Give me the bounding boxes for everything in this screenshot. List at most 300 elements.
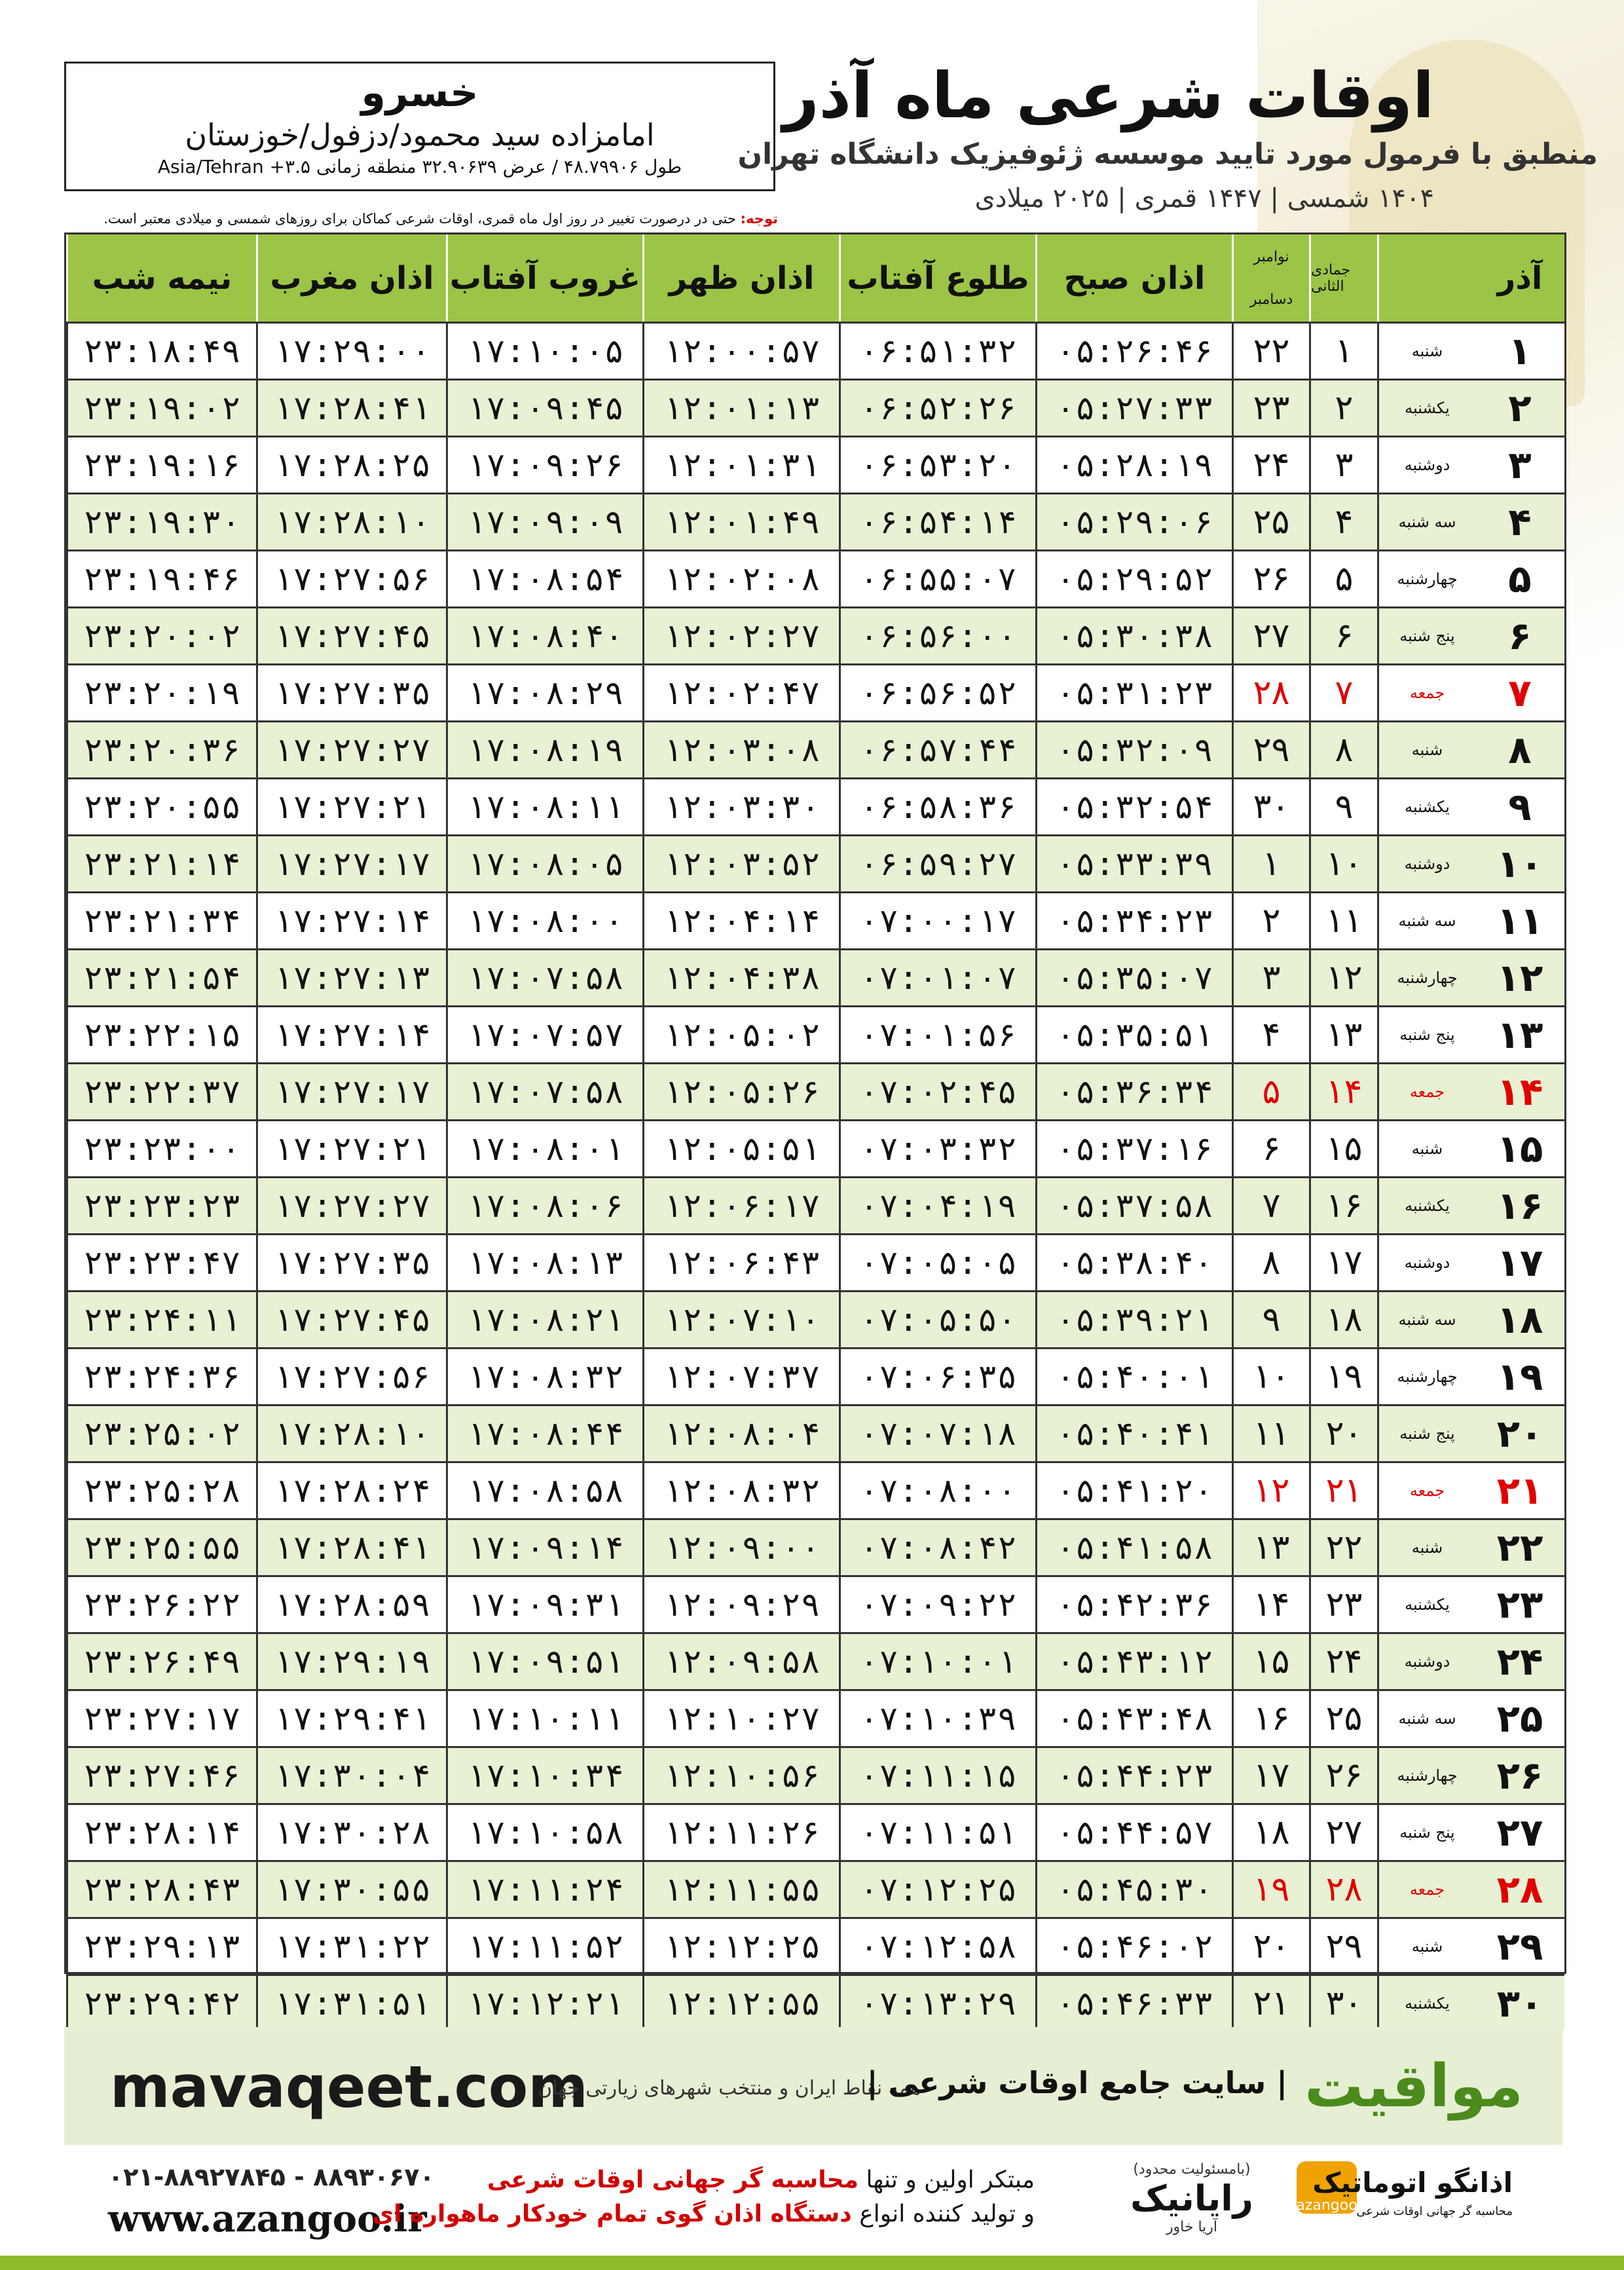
cell-gregorian: ۲۲	[1232, 324, 1309, 379]
cell-fajr: ۰۵:۲۸:۱۹	[1035, 437, 1232, 493]
header-weekday	[1377, 234, 1475, 322]
table-row	[66, 1803, 1564, 1860]
table-row	[66, 1119, 1564, 1176]
table-row	[66, 606, 1564, 663]
cell-day: ۱۱	[1496, 899, 1543, 943]
cell-midnight: ۲۳:۲۰:۳۶	[66, 722, 256, 777]
promo-line-1	[487, 2167, 1035, 2193]
cell-sunrise: ۰۷:۰۳:۳۲	[839, 1121, 1035, 1176]
cell-gregorian: ۱۶	[1232, 1691, 1309, 1746]
cell-sunrise: ۰۶:۵۸:۳۶	[839, 779, 1035, 834]
cell-hijri: ۱۱	[1309, 893, 1377, 948]
cell-day: ۲۱	[1496, 1468, 1543, 1513]
cell-midnight: ۲۳:۲۱:۵۴	[66, 950, 256, 1005]
cell-day: ۸	[1508, 728, 1532, 772]
cell-weekday: چهارشنبه	[1377, 1748, 1475, 1803]
cell-day: ۲۳	[1496, 1582, 1543, 1627]
table-row	[66, 1518, 1564, 1575]
cell-sunset: ۱۷:۱۰:۱۱	[446, 1691, 642, 1746]
cell-fajr: ۰۵:۴۱:۲۰	[1035, 1463, 1232, 1518]
promo2-highlight: دستگاه اذان گوی تمام خودکار ماهواره ای	[372, 2201, 852, 2227]
cell-weekday: جمعه	[1377, 1064, 1475, 1119]
cell-maghrib: ۱۷:۲۸:۱۰	[256, 1406, 446, 1461]
cell-sunrise: ۰۷:۰۸:۰۰	[839, 1463, 1035, 1518]
cell-midnight: ۲۳:۲۰:۰۲	[66, 608, 256, 663]
cell-sunset: ۱۷:۱۲:۲۱	[446, 1976, 642, 2031]
cell-hijri: ۳۰	[1309, 1976, 1377, 2031]
cell-weekday: جمعه	[1377, 665, 1475, 720]
cell-day: ۳۰	[1496, 1981, 1543, 2026]
cell-weekday: دوشنبه	[1377, 437, 1475, 493]
cell-midnight: ۲۳:۲۵:۰۲	[66, 1406, 256, 1461]
table-row	[66, 720, 1564, 777]
cell-sunrise: ۰۶:۵۱:۳۲	[839, 324, 1035, 379]
cell-maghrib: ۱۷:۲۷:۴۵	[256, 1292, 446, 1347]
rayanik-name: رایانیک	[1130, 2178, 1253, 2219]
cell-hijri: ۲۶	[1309, 1748, 1377, 1803]
table-row	[66, 1005, 1564, 1062]
cell-sunrise: ۰۷:۰۵:۰۵	[839, 1235, 1035, 1290]
cell-sunrise: ۰۷:۰۱:۵۶	[839, 1007, 1035, 1062]
cell-gregorian: ۱۲	[1232, 1463, 1309, 1518]
cell-weekday: پنج شنبه	[1377, 1007, 1475, 1062]
cell-fajr: ۰۵:۳۵:۵۱	[1035, 1007, 1232, 1062]
cell-gregorian: ۶	[1232, 1121, 1309, 1176]
cell-sunset: ۱۷:۰۸:۴۰	[446, 608, 642, 663]
header-noon: اذان ظهر	[642, 234, 839, 322]
cell-fajr: ۰۵:۳۴:۲۳	[1035, 893, 1232, 948]
cell-hijri: ۱۶	[1309, 1178, 1377, 1233]
cell-maghrib: ۱۷:۲۹:۰۰	[256, 324, 446, 379]
cell-noon: ۱۲:۰۷:۳۷	[642, 1349, 839, 1404]
cell-maghrib: ۱۷:۲۸:۱۰	[256, 494, 446, 549]
table-row	[66, 777, 1564, 834]
cell-sunset: ۱۷:۰۸:۱۹	[446, 722, 642, 777]
cell-day: ۵	[1508, 557, 1532, 601]
cell-sunset: ۱۷:۰۸:۲۱	[446, 1292, 642, 1347]
cell-noon: ۱۲:۱۲:۲۵	[642, 1919, 839, 1974]
cell-hijri: ۲۸	[1309, 1862, 1377, 1917]
rayanik-sub: آریا خاور	[1166, 2219, 1218, 2235]
cell-hijri: ۳	[1309, 437, 1377, 493]
cell-maghrib: ۱۷:۳۰:۲۸	[256, 1805, 446, 1860]
cell-day: ۱۲	[1496, 956, 1543, 1000]
cell-maghrib: ۱۷:۲۸:۵۹	[256, 1577, 446, 1632]
cell-day: ۹	[1508, 785, 1532, 829]
cell-fajr: ۰۵:۴۵:۳۰	[1035, 1862, 1232, 1917]
cell-noon: ۱۲:۰۶:۴۳	[642, 1235, 839, 1290]
cell-sunset: ۱۷:۰۸:۵۴	[446, 551, 642, 606]
table-row	[66, 1917, 1564, 1974]
cell-sunset: ۱۷:۰۸:۱۱	[446, 779, 642, 834]
cell-hijri: ۲۴	[1309, 1634, 1377, 1689]
cell-noon: ۱۲:۰۳:۰۸	[642, 722, 839, 777]
azangoo-logo	[1297, 2161, 1513, 2233]
cell-fajr: ۰۵:۳۲:۵۴	[1035, 779, 1232, 834]
cell-sunrise: ۰۷:۰۲:۴۵	[839, 1064, 1035, 1119]
cell-hijri: ۲۵	[1309, 1691, 1377, 1746]
cell-fajr: ۰۵:۳۲:۰۹	[1035, 722, 1232, 777]
cell-sunrise: ۰۷:۱۰:۳۹	[839, 1691, 1035, 1746]
cell-sunset: ۱۷:۱۱:۲۴	[446, 1862, 642, 1917]
cell-maghrib: ۱۷:۳۰:۰۴	[256, 1748, 446, 1803]
cell-noon: ۱۲:۰۴:۱۴	[642, 893, 839, 948]
cell-sunrise: ۰۷:۰۹:۲۲	[839, 1577, 1035, 1632]
cell-midnight: ۲۳:۲۸:۴۳	[66, 1862, 256, 1917]
cell-fajr: ۰۵:۲۹:۵۲	[1035, 551, 1232, 606]
cell-sunset: ۱۷:۰۹:۰۹	[446, 494, 642, 549]
page-subtitle: منطبق با فرمول مورد تایید موسسه ژئوفیزیک دانشگاه تهران	[737, 138, 1598, 171]
cell-weekday: سه شنبه	[1377, 893, 1475, 948]
cell-midnight: ۲۳:۱۹:۳۰	[66, 494, 256, 549]
cell-gregorian: ۱۵	[1232, 1634, 1309, 1689]
cell-weekday: شنبه	[1377, 1520, 1475, 1575]
cell-maghrib: ۱۷:۲۸:۴۱	[256, 381, 446, 436]
promo2-text: و تولید کننده انواع	[851, 2201, 1035, 2227]
cell-gregorian: ۵	[1232, 1064, 1309, 1119]
cell-hijri: ۷	[1309, 665, 1377, 720]
cell-noon: ۱۲:۰۱:۳۱	[642, 437, 839, 493]
table-row	[66, 1461, 1564, 1518]
cell-maghrib: ۱۷:۲۷:۱۴	[256, 1007, 446, 1062]
cell-fajr: ۰۵:۴۳:۱۲	[1035, 1634, 1232, 1689]
cell-midnight: ۲۳:۲۱:۱۴	[66, 836, 256, 891]
cell-day: ۷	[1508, 671, 1532, 715]
cell-day: ۱۰	[1496, 842, 1543, 886]
cell-fajr: ۰۵:۳۰:۳۸	[1035, 608, 1232, 663]
cell-day: ۲۸	[1496, 1867, 1543, 1912]
header-sunrise: طلوع آفتاب	[839, 234, 1035, 322]
cell-midnight: ۲۳:۲۳:۴۷	[66, 1235, 256, 1290]
cell-weekday: یکشنبه	[1377, 779, 1475, 834]
cell-noon: ۱۲:۰۹:۲۹	[642, 1577, 839, 1632]
cell-hijri: ۱۰	[1309, 836, 1377, 891]
cell-sunset: ۱۷:۱۰:۰۵	[446, 324, 642, 379]
cell-day: ۳	[1508, 443, 1532, 487]
cell-weekday: یکشنبه	[1377, 1976, 1475, 2031]
prayer-times-table	[64, 233, 1566, 2026]
cell-sunrise: ۰۷:۱۰:۰۱	[839, 1634, 1035, 1689]
cell-hijri: ۱۳	[1309, 1007, 1377, 1062]
promo1-text: مبتکر اولین و تنها	[858, 2167, 1035, 2193]
cell-sunrise: ۰۶:۵۶:۰۰	[839, 608, 1035, 663]
cell-maghrib: ۱۷:۲۷:۱۳	[256, 950, 446, 1005]
cell-gregorian: ۲۴	[1232, 437, 1309, 493]
cell-maghrib: ۱۷:۲۹:۴۱	[256, 1691, 446, 1746]
cell-hijri: ۲۲	[1309, 1520, 1377, 1575]
cell-day: ۴	[1508, 500, 1532, 544]
cell-fajr: ۰۵:۴۰:۰۱	[1035, 1349, 1232, 1404]
cell-gregorian: ۷	[1232, 1178, 1309, 1233]
header-hijri: جمادی الثانی	[1309, 234, 1377, 322]
cell-noon: ۱۲:۰۵:۲۶	[642, 1064, 839, 1119]
cell-hijri: ۸	[1309, 722, 1377, 777]
cell-sunrise: ۰۷:۰۶:۳۵	[839, 1349, 1035, 1404]
table-row	[66, 549, 1564, 606]
cell-gregorian: ۴	[1232, 1007, 1309, 1062]
site-url[interactable]: mavaqeet.com	[110, 2053, 588, 2121]
page-title: اوقات شرعی ماه آذر	[783, 59, 1434, 132]
rayanik-top: (بامسئولیت محدود)	[1133, 2161, 1251, 2178]
location-box	[64, 62, 775, 191]
cell-day: ۱۶	[1496, 1183, 1543, 1228]
cell-maghrib: ۱۷:۲۷:۲۷	[256, 1178, 446, 1233]
cell-hijri: ۱۸	[1309, 1292, 1377, 1347]
table-row	[66, 322, 1564, 379]
cell-gregorian: ۲۱	[1232, 1976, 1309, 2031]
cell-sunrise: ۰۷:۱۲:۵۸	[839, 1919, 1035, 1974]
phone-numbers: ۰۲۱-۸۸۹۲۷۸۴۵ - ۸۸۹۳۰۶۷۰	[108, 2163, 435, 2191]
cell-maghrib: ۱۷:۲۷:۲۷	[256, 722, 446, 777]
cell-hijri: ۲۷	[1309, 1805, 1377, 1860]
note-text: حتی در درصورت تغییر در روز اول ماه قمری، اوقات شرعی کماکان برای روزهای شمسی و میلادی معتبر است.	[103, 211, 736, 227]
cell-gregorian: ۲۶	[1232, 551, 1309, 606]
cell-midnight: ۲۳:۲۰:۱۹	[66, 665, 256, 720]
note-label: توجه:	[740, 211, 778, 227]
cell-gregorian: ۱۴	[1232, 1577, 1309, 1632]
cell-weekday: سه شنبه	[1377, 1292, 1475, 1347]
cell-sunset: ۱۷:۱۰:۵۸	[446, 1805, 642, 1860]
site-subtext: همه نقاط ایران و منتخب شهرهای زیارتی جهان	[538, 2077, 921, 2100]
location-place: امامزاده سید محمود/دزفول/خوزستان	[185, 117, 655, 153]
header-greg-top: نوامبر	[1253, 248, 1289, 265]
cell-weekday: چهارشنبه	[1377, 1349, 1475, 1404]
cell-noon: ۱۲:۰۲:۴۷	[642, 665, 839, 720]
cell-noon: ۱۲:۱۰:۵۶	[642, 1748, 839, 1803]
cell-midnight: ۲۳:۲۴:۳۶	[66, 1349, 256, 1404]
cell-noon: ۱۲:۰۹:۰۰	[642, 1520, 839, 1575]
cell-gregorian: ۲۸	[1232, 665, 1309, 720]
cell-sunset: ۱۷:۱۱:۵۲	[446, 1919, 642, 1974]
table-row	[66, 1860, 1564, 1917]
promo1-highlight: محاسبه گر جهانی اوقات شرعی	[487, 2167, 859, 2193]
azangoo-mark-icon: azangoo	[1297, 2161, 1357, 2214]
cell-day: ۱۸	[1496, 1297, 1543, 1342]
cell-weekday: سه شنبه	[1377, 494, 1475, 549]
cell-maghrib: ۱۷:۳۰:۵۵	[256, 1862, 446, 1917]
cell-day: ۲۲	[1496, 1525, 1543, 1570]
cell-weekday: یکشنبه	[1377, 1577, 1475, 1632]
cell-fajr: ۰۵:۲۹:۰۶	[1035, 494, 1232, 549]
azangoo-sub: محاسبه گر جهانی اوقات شرعی	[1356, 2205, 1513, 2218]
cell-weekday: پنج شنبه	[1377, 1805, 1475, 1860]
table-body	[66, 322, 1564, 2031]
cell-weekday: شنبه	[1377, 722, 1475, 777]
cell-midnight: ۲۳:۲۶:۲۲	[66, 1577, 256, 1632]
cell-fajr: ۰۵:۴۴:۵۷	[1035, 1805, 1232, 1860]
cell-maghrib: ۱۷:۲۷:۳۵	[256, 1235, 446, 1290]
cell-noon: ۱۲:۰۵:۵۱	[642, 1121, 839, 1176]
table-row	[66, 948, 1564, 1005]
cell-noon: ۱۲:۰۴:۳۸	[642, 950, 839, 1005]
cell-weekday: جمعه	[1377, 1862, 1475, 1917]
cell-maghrib: ۱۷:۲۸:۲۵	[256, 437, 446, 493]
cell-weekday: یکشنبه	[1377, 1178, 1475, 1233]
cell-sunset: ۱۷:۰۸:۰۱	[446, 1121, 642, 1176]
cell-sunset: ۱۷:۰۸:۰۰	[446, 893, 642, 948]
cell-fajr: ۰۵:۴۳:۴۸	[1035, 1691, 1232, 1746]
cell-fajr: ۰۵:۳۷:۱۶	[1035, 1121, 1232, 1176]
cell-sunrise: ۰۷:۱۱:۱۵	[839, 1748, 1035, 1803]
cell-hijri: ۵	[1309, 551, 1377, 606]
table-row	[66, 891, 1564, 948]
cell-hijri: ۱۷	[1309, 1235, 1377, 1290]
cell-hijri: ۱۲	[1309, 950, 1377, 1005]
cell-gregorian: ۱۱	[1232, 1406, 1309, 1461]
cell-weekday: پنج شنبه	[1377, 608, 1475, 663]
cell-noon: ۱۲:۰۳:۵۲	[642, 836, 839, 891]
table-row	[66, 1689, 1564, 1746]
cell-day: ۲۶	[1496, 1753, 1543, 1798]
table-row	[66, 1632, 1564, 1689]
cell-sunrise: ۰۷:۱۲:۲۵	[839, 1862, 1035, 1917]
table-row	[66, 1347, 1564, 1404]
table-row	[66, 1176, 1564, 1233]
bottom-bar	[0, 2256, 1624, 2270]
cell-midnight: ۲۳:۲۶:۴۹	[66, 1634, 256, 1689]
table-row	[66, 834, 1564, 891]
cell-hijri: ۱۹	[1309, 1349, 1377, 1404]
cell-hijri: ۲۱	[1309, 1463, 1377, 1518]
cell-midnight: ۲۳:۲۹:۱۳	[66, 1919, 256, 1974]
cell-gregorian: ۸	[1232, 1235, 1309, 1290]
cell-fajr: ۰۵:۴۲:۳۶	[1035, 1577, 1232, 1632]
cell-maghrib: ۱۷:۲۷:۱۷	[256, 1064, 446, 1119]
website-link[interactable]: www.azangoo.ir	[108, 2197, 427, 2241]
cell-midnight: ۲۳:۱۹:۰۲	[66, 381, 256, 436]
cell-weekday: دوشنبه	[1377, 1634, 1475, 1689]
cell-day: ۱۳	[1496, 1013, 1543, 1057]
header-greg-bottom: دسامبر	[1249, 291, 1293, 308]
cell-noon: ۱۲:۰۳:۳۰	[642, 779, 839, 834]
cell-noon: ۱۲:۰۹:۵۸	[642, 1634, 839, 1689]
cell-gregorian: ۱۳	[1232, 1520, 1309, 1575]
cell-noon: ۱۲:۰۷:۱۰	[642, 1292, 839, 1347]
cell-weekday: دوشنبه	[1377, 836, 1475, 891]
cell-midnight: ۲۳:۲۳:۲۳	[66, 1178, 256, 1233]
cell-sunrise: ۰۷:۱۱:۵۱	[839, 1805, 1035, 1860]
cell-day: ۲۹	[1496, 1924, 1543, 1969]
cell-midnight: ۲۳:۲۸:۱۴	[66, 1805, 256, 1860]
cell-sunset: ۱۷:۰۷:۵۸	[446, 1064, 642, 1119]
cell-midnight: ۲۳:۲۰:۵۵	[66, 779, 256, 834]
cell-sunset: ۱۷:۰۸:۱۳	[446, 1235, 642, 1290]
table-row	[66, 1404, 1564, 1461]
cell-sunset: ۱۷:۰۹:۲۶	[446, 437, 642, 493]
cell-sunset: ۱۷:۰۸:۲۹	[446, 665, 642, 720]
cell-midnight: ۲۳:۲۴:۱۱	[66, 1292, 256, 1347]
cell-day: ۱۷	[1496, 1240, 1543, 1285]
cell-midnight: ۲۳:۱۸:۴۹	[66, 324, 256, 379]
table-row	[66, 379, 1564, 436]
cell-gregorian: ۱	[1232, 836, 1309, 891]
cell-maghrib: ۱۷:۲۷:۵۶	[256, 1349, 446, 1404]
cell-hijri: ۱۵	[1309, 1121, 1377, 1176]
cell-noon: ۱۲:۰۱:۱۳	[642, 381, 839, 436]
cell-weekday: جمعه	[1377, 1463, 1475, 1518]
footer-band	[64, 2027, 1562, 2145]
cell-weekday: پنج شنبه	[1377, 1406, 1475, 1461]
cell-sunrise: ۰۶:۵۹:۲۷	[839, 836, 1035, 891]
cell-sunrise: ۰۶:۵۲:۲۶	[839, 381, 1035, 436]
cell-maghrib: ۱۷:۲۷:۳۵	[256, 665, 446, 720]
calendar-years: ۱۴۰۴ شمسی | ۱۴۴۷ قمری | ۲۰۲۵ میلادی	[974, 183, 1434, 214]
table-row	[66, 436, 1564, 493]
cell-midnight: ۲۳:۲۲:۱۵	[66, 1007, 256, 1062]
cell-day: ۲۰	[1496, 1411, 1543, 1456]
cell-midnight: ۲۳:۱۹:۴۶	[66, 551, 256, 606]
cell-gregorian: ۹	[1232, 1292, 1309, 1347]
cell-fajr: ۰۵:۴۶:۳۳	[1035, 1976, 1232, 2031]
cell-day: ۲۵	[1496, 1696, 1543, 1741]
cell-hijri: ۴	[1309, 494, 1377, 549]
header-midnight: نیمه شب	[66, 234, 256, 322]
cell-sunrise: ۰۷:۱۳:۲۹	[839, 1976, 1035, 2031]
cell-sunset: ۱۷:۰۹:۱۴	[446, 1520, 642, 1575]
cell-gregorian: ۲۵	[1232, 494, 1309, 549]
cell-fajr: ۰۵:۳۸:۴۰	[1035, 1235, 1232, 1290]
cell-maghrib: ۱۷:۲۷:۱۷	[256, 836, 446, 891]
note	[64, 211, 778, 227]
cell-noon: ۱۲:۱۱:۵۵	[642, 1862, 839, 1917]
cell-hijri: ۲۳	[1309, 1577, 1377, 1632]
cell-noon: ۱۲:۰۸:۰۴	[642, 1406, 839, 1461]
cell-day: ۱۹	[1496, 1354, 1543, 1399]
table-row	[66, 1062, 1564, 1119]
table-row	[66, 1290, 1564, 1347]
table-row	[66, 1575, 1564, 1632]
cell-noon: ۱۲:۰۱:۴۹	[642, 494, 839, 549]
cell-midnight: ۲۳:۲۵:۵۵	[66, 1520, 256, 1575]
cell-midnight: ۲۳:۲۲:۳۷	[66, 1064, 256, 1119]
cell-day: ۶	[1508, 614, 1532, 658]
cell-maghrib: ۱۷:۲۷:۱۴	[256, 893, 446, 948]
cell-weekday: سه شنبه	[1377, 1691, 1475, 1746]
site-description: | سایت جامع اوقات شرعی |	[866, 2065, 1287, 2100]
cell-gregorian: ۲	[1232, 893, 1309, 948]
cell-hijri: ۲	[1309, 381, 1377, 436]
cell-maghrib: ۱۷:۲۹:۱۹	[256, 1634, 446, 1689]
azangoo-name: اذانگو اتوماتیک	[1312, 2167, 1513, 2199]
cell-noon: ۱۲:۰۰:۵۷	[642, 324, 839, 379]
cell-gregorian: ۱۷	[1232, 1748, 1309, 1803]
cell-noon: ۱۲:۰۲:۰۸	[642, 551, 839, 606]
cell-sunset: ۱۷:۱۰:۳۴	[446, 1748, 642, 1803]
cell-noon: ۱۲:۱۲:۵۵	[642, 1976, 839, 2031]
cell-day: ۱	[1508, 329, 1532, 373]
cell-gregorian: ۳	[1232, 950, 1309, 1005]
cell-hijri: ۲۰	[1309, 1406, 1377, 1461]
cell-fajr: ۰۵:۳۱:۲۳	[1035, 665, 1232, 720]
cell-sunset: ۱۷:۰۹:۴۵	[446, 381, 642, 436]
cell-maghrib: ۱۷:۲۷:۲۱	[256, 779, 446, 834]
cell-hijri: ۲۹	[1309, 1919, 1377, 1974]
cell-gregorian: ۲۰	[1232, 1919, 1309, 1974]
cell-fajr: ۰۵:۳۵:۰۷	[1035, 950, 1232, 1005]
cell-fajr: ۰۵:۳۹:۲۱	[1035, 1292, 1232, 1347]
cell-weekday: چهارشنبه	[1377, 950, 1475, 1005]
cell-sunset: ۱۷:۰۷:۵۷	[446, 1007, 642, 1062]
cell-weekday: شنبه	[1377, 1121, 1475, 1176]
cell-weekday: دوشنبه	[1377, 1235, 1475, 1290]
cell-sunrise: ۰۶:۵۷:۴۴	[839, 722, 1035, 777]
cell-maghrib: ۱۷:۳۱:۲۲	[256, 1919, 446, 1974]
location-name: خسرو	[361, 70, 479, 116]
cell-noon: ۱۲:۰۸:۳۲	[642, 1463, 839, 1518]
table-header	[66, 234, 1564, 322]
cell-maghrib: ۱۷:۲۷:۲۱	[256, 1121, 446, 1176]
cell-day: ۱۵	[1496, 1126, 1543, 1171]
